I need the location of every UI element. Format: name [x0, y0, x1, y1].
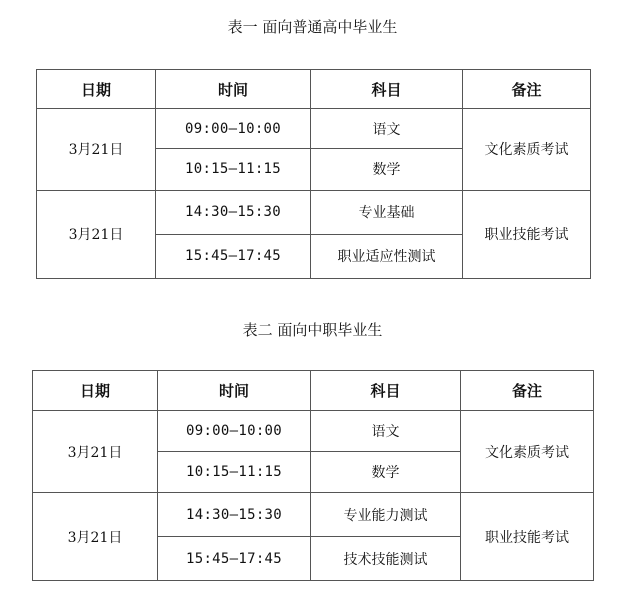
table2-caption: 表二 面向中职毕业生	[242, 321, 383, 339]
table2-header-row	[33, 371, 594, 411]
table1	[36, 69, 591, 279]
date-cell: 3月21日	[33, 411, 158, 493]
time-cell: 14:30—15:30	[156, 190, 311, 234]
note-cell: 职业技能考试	[461, 493, 594, 581]
date-cell: 3月21日	[37, 190, 156, 278]
subject-cell: 职业适应性测试	[311, 234, 463, 278]
header-date: 日期	[33, 371, 158, 411]
table-row	[33, 411, 594, 452]
header-time: 时间	[156, 70, 311, 109]
subject-cell: 技术技能测试	[311, 537, 461, 581]
table-row	[37, 190, 591, 234]
subject-cell: 语文	[311, 109, 463, 149]
date-cell: 3月21日	[37, 109, 156, 190]
header-subject: 科目	[311, 70, 463, 109]
table2	[32, 370, 594, 581]
date-cell: 3月21日	[33, 493, 158, 581]
time-cell: 10:15—11:15	[156, 149, 311, 190]
header-time: 时间	[158, 371, 311, 411]
header-subject: 科目	[311, 371, 461, 411]
subject-cell: 专业基础	[311, 190, 463, 234]
subject-cell: 数学	[311, 452, 461, 493]
time-cell: 15:45—17:45	[158, 537, 311, 581]
subject-cell: 语文	[311, 411, 461, 452]
note-cell: 文化素质考试	[463, 109, 591, 190]
table-row	[33, 493, 594, 537]
table1-caption: 表一 面向普通高中毕业生	[227, 18, 398, 36]
header-date: 日期	[37, 70, 156, 109]
table-row	[37, 109, 591, 149]
time-cell: 09:00—10:00	[156, 109, 311, 149]
note-cell: 文化素质考试	[461, 411, 594, 493]
time-cell: 10:15—11:15	[158, 452, 311, 493]
header-note: 备注	[463, 70, 591, 109]
note-cell: 职业技能考试	[463, 190, 591, 278]
table1-header-row	[37, 70, 591, 109]
time-cell: 09:00—10:00	[158, 411, 311, 452]
header-note: 备注	[461, 371, 594, 411]
time-cell: 14:30—15:30	[158, 493, 311, 537]
subject-cell: 数学	[311, 149, 463, 190]
time-cell: 15:45—17:45	[156, 234, 311, 278]
subject-cell: 专业能力测试	[311, 493, 461, 537]
